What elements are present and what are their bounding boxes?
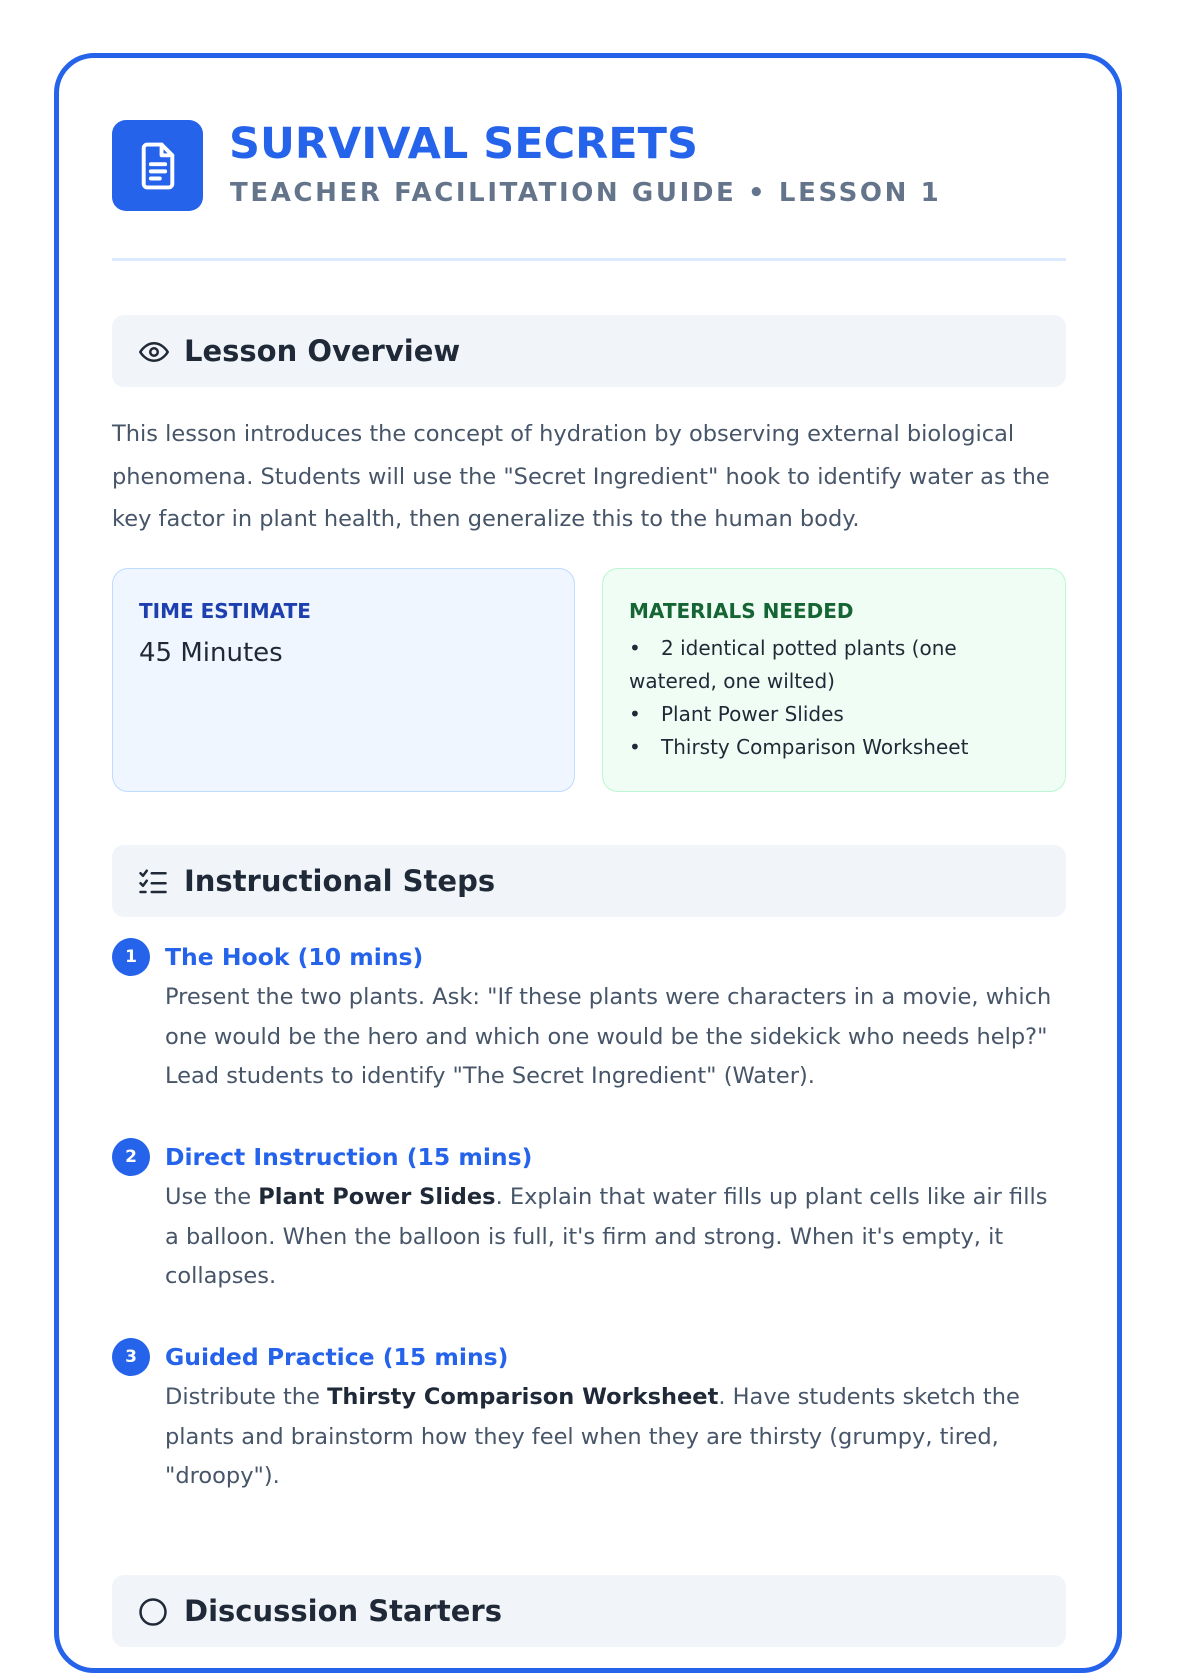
step-number-badge: 3 <box>112 1338 150 1376</box>
lesson-card <box>54 53 1122 1673</box>
materials-title: MATERIALS NEEDED <box>629 599 854 623</box>
section-header-discussion <box>112 1575 1066 1647</box>
document-icon <box>112 120 203 211</box>
section-header-steps <box>112 845 1066 917</box>
section-title-overview: Lesson Overview <box>184 334 461 368</box>
overview-paragraph: This lesson introduces the concept of hydration by observing external biological phenomena. Students will use the "Secret Ingredient" hook to identify water as the key factor in plant health, then generalize this to the human body. <box>112 421 1050 532</box>
checklist-icon <box>138 867 168 897</box>
step-number-badge: 2 <box>112 1138 150 1176</box>
time-estimate-value: 45 Minutes <box>139 638 283 668</box>
step-title: Direct Instruction (15 mins) <box>165 1143 533 1171</box>
step-number-badge: 1 <box>112 938 150 976</box>
section-title-discussion: Discussion Starters <box>184 1594 502 1628</box>
page-subtitle: TEACHER FACILITATION GUIDE • LESSON 1 <box>230 178 942 208</box>
materials-box <box>602 568 1066 792</box>
list-item: • Thirsty Comparison Worksheet <box>629 735 969 759</box>
slides-name: Plant Power Slides <box>258 1184 496 1210</box>
step-title: Guided Practice (15 mins) <box>165 1343 509 1371</box>
worksheet-name: Thirsty Comparison Worksheet <box>327 1384 719 1410</box>
page-title: SURVIVAL SECRETS <box>229 119 698 169</box>
step-body: Present the two plants. Ask: "If these plants were characters in a movie, which one would be the hero and which one would be the sidekick who needs help?" Lead students to identify "The Secret Ingredient" (Water). <box>165 984 1052 1089</box>
step-body: Use the Plant Power Slides. Explain that water fills up plant cells like air fills a balloon. When the balloon is full, it's firm and strong. When it's empty, it collapses. <box>165 1184 1048 1289</box>
page-header <box>112 118 1066 213</box>
materials-list <box>629 632 1039 764</box>
header-divider <box>112 258 1066 261</box>
chat-icon <box>138 1597 168 1627</box>
list-item: • 2 identical potted plants (one watered, one wilted) <box>629 636 957 693</box>
time-estimate-box <box>112 568 575 792</box>
section-title-steps: Instructional Steps <box>184 864 496 898</box>
list-item: • Plant Power Slides <box>629 702 844 726</box>
section-header-overview <box>112 315 1066 387</box>
step-title: The Hook (10 mins) <box>165 943 424 971</box>
time-estimate-title: TIME ESTIMATE <box>139 599 311 623</box>
eye-icon <box>138 337 168 367</box>
step-body: Distribute the Thirsty Comparison Worksheet. Have students sketch the plants and brainstorm how they feel when they are thirsty (grumpy, tired, "droopy"). <box>165 1384 1020 1489</box>
